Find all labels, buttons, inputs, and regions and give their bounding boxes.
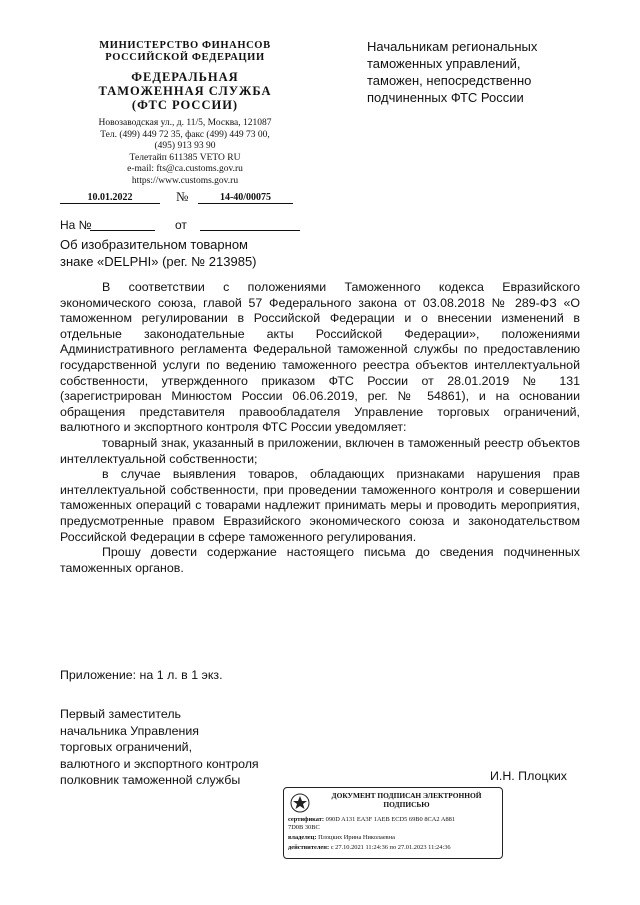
number-sign: №: [176, 189, 189, 204]
certificate-value: 090D A131 EA3F 1AEB ECD5 69B0 8CA2 A881: [325, 816, 456, 823]
stamp-title: [314, 791, 499, 809]
owner-label: владелец:: [288, 834, 317, 841]
body-paragraph: Прошу довести содержание настоящего письма до сведения подчиненных таможенных органов.: [60, 545, 580, 575]
ministry-line: РОССИЙСКОЙ ФЕДЕРАЦИИ: [105, 52, 265, 63]
document-date: 10.01.2022: [60, 192, 160, 204]
reference-number-label: На №: [60, 218, 92, 232]
sender-address: [60, 118, 310, 187]
service-line: ФЕДЕРАЛЬНАЯ: [131, 70, 239, 84]
service-name: [60, 70, 310, 112]
attachment-note: Приложение: на 1 л. в 1 экз.: [60, 668, 223, 682]
signer-line: Первый заместитель: [60, 707, 182, 721]
service-line: ТАМОЖЕННАЯ СЛУЖБА: [98, 84, 272, 98]
signer-title: [60, 706, 360, 789]
body-paragraph: товарный знак, указанный в приложении, включен в таможенный реестр объектов интеллектуальной собственности;: [60, 435, 580, 466]
website-line: https://www.customs.gov.ru: [131, 175, 239, 186]
registration-row: [60, 189, 300, 208]
sender-header: [60, 40, 310, 187]
stamp-owner-line: [288, 834, 498, 842]
phone-line: Тел. (499) 449 72 35, факс (499) 449 73 00,: [100, 129, 270, 140]
ministry-line: МИНИСТЕРСТВО ФИНАНСОВ: [99, 40, 271, 51]
addressee-line: таможен, непосредственно: [367, 73, 532, 88]
subject-line: Об изобразительном товарном: [60, 237, 248, 252]
reference-number-blank: [90, 230, 155, 231]
signer-line: полковник таможенной службы: [60, 773, 241, 788]
validity-label: действителен:: [288, 844, 330, 851]
document-number: 14-40/00075: [198, 192, 293, 204]
validity-value: с 27.10.2021 11:24:36 по 27.01.2023 11:24:36: [330, 844, 451, 851]
addressee-block: [367, 38, 602, 106]
body-paragraph: В соответствии с положениями Таможенного кодекса Евразийского экономического союза, главой 57 Федерального закона от 03.08.2018 № 289-ФЗ «О таможенном регулировании в Российской Федерации и о внесении изменений в отдельные законодательные акты Российской Федерации», положениями Административного регламента Федеральной таможенной службы по предоставлению государственной услуги по ведению таможенного реестра объектов интеллектуальной собственности, утвержденного приказом ФТС России от 28.01.2019 № 131 (зарегистрирован Минюстом России 06.06.2019, рег. № 54861), и на основании обращения представителя правообладателя Управление торговых ограничений, валютного и экспортного контроля ФТС России уведомляет:: [60, 280, 580, 435]
electronic-signature-stamp: [283, 787, 503, 859]
stamp-validity-line: [288, 844, 498, 852]
signer-line: начальника Управления: [60, 723, 199, 738]
email-line: e-mail: fts@ca.customs.gov.ru: [127, 164, 243, 174]
stamp-title-line: ПОДПИСЬЮ: [383, 800, 430, 809]
service-line: (ФТС РОССИИ): [131, 98, 239, 112]
certificate-label: сертификат:: [288, 816, 325, 823]
phone-line: (495) 913 93 90: [154, 141, 216, 151]
stamp-title-line: ДОКУМЕНТ ПОДПИСАН ЭЛЕКТРОННОЙ: [331, 791, 482, 800]
signer-name: И.Н. Плоцких: [490, 769, 567, 783]
address-line: Новозаводская ул., д. 11/5, Москва, 121087: [98, 118, 272, 128]
signer-line: валютного и экспортного контроля: [60, 756, 259, 771]
signer-line: торговых ограничений,: [60, 740, 193, 755]
addressee-line: подчиненных ФТС России: [367, 90, 524, 105]
stamp-certificate-line: [288, 816, 498, 824]
addressee-line: таможенных управлений,: [367, 56, 521, 71]
teletype-line: Телетайп 611385 VETO RU: [129, 152, 241, 163]
reference-row: [60, 218, 300, 234]
addressee-line: Начальникам региональных: [367, 39, 538, 54]
letter-body: [60, 280, 580, 576]
body-paragraph: в случае выявления товаров, обладающих признаками нарушения прав интеллектуальной собственности, при проведении таможенного контроля и совершении таможенных операций с товарами надлежит принимать меры и проводить мероприятия, предусмотренные правом Евразийского экономического союза и законодательством Российской Федерации в сфере таможенного регулирования.: [60, 467, 580, 544]
ministry-name: [60, 40, 310, 64]
seal-emblem-icon: [288, 792, 312, 814]
reference-date-label: от: [175, 218, 187, 232]
subject-line: знаке «DELPHI» (рег. № 213985): [60, 254, 257, 269]
reference-date-blank: [200, 230, 300, 231]
owner-value: Плоцких Ирина Николаевна: [318, 834, 395, 841]
certificate-value-2: 7D0B 30BC: [288, 824, 320, 831]
letter-subject: [60, 236, 300, 270]
stamp-certificate-line-2: [288, 824, 498, 832]
